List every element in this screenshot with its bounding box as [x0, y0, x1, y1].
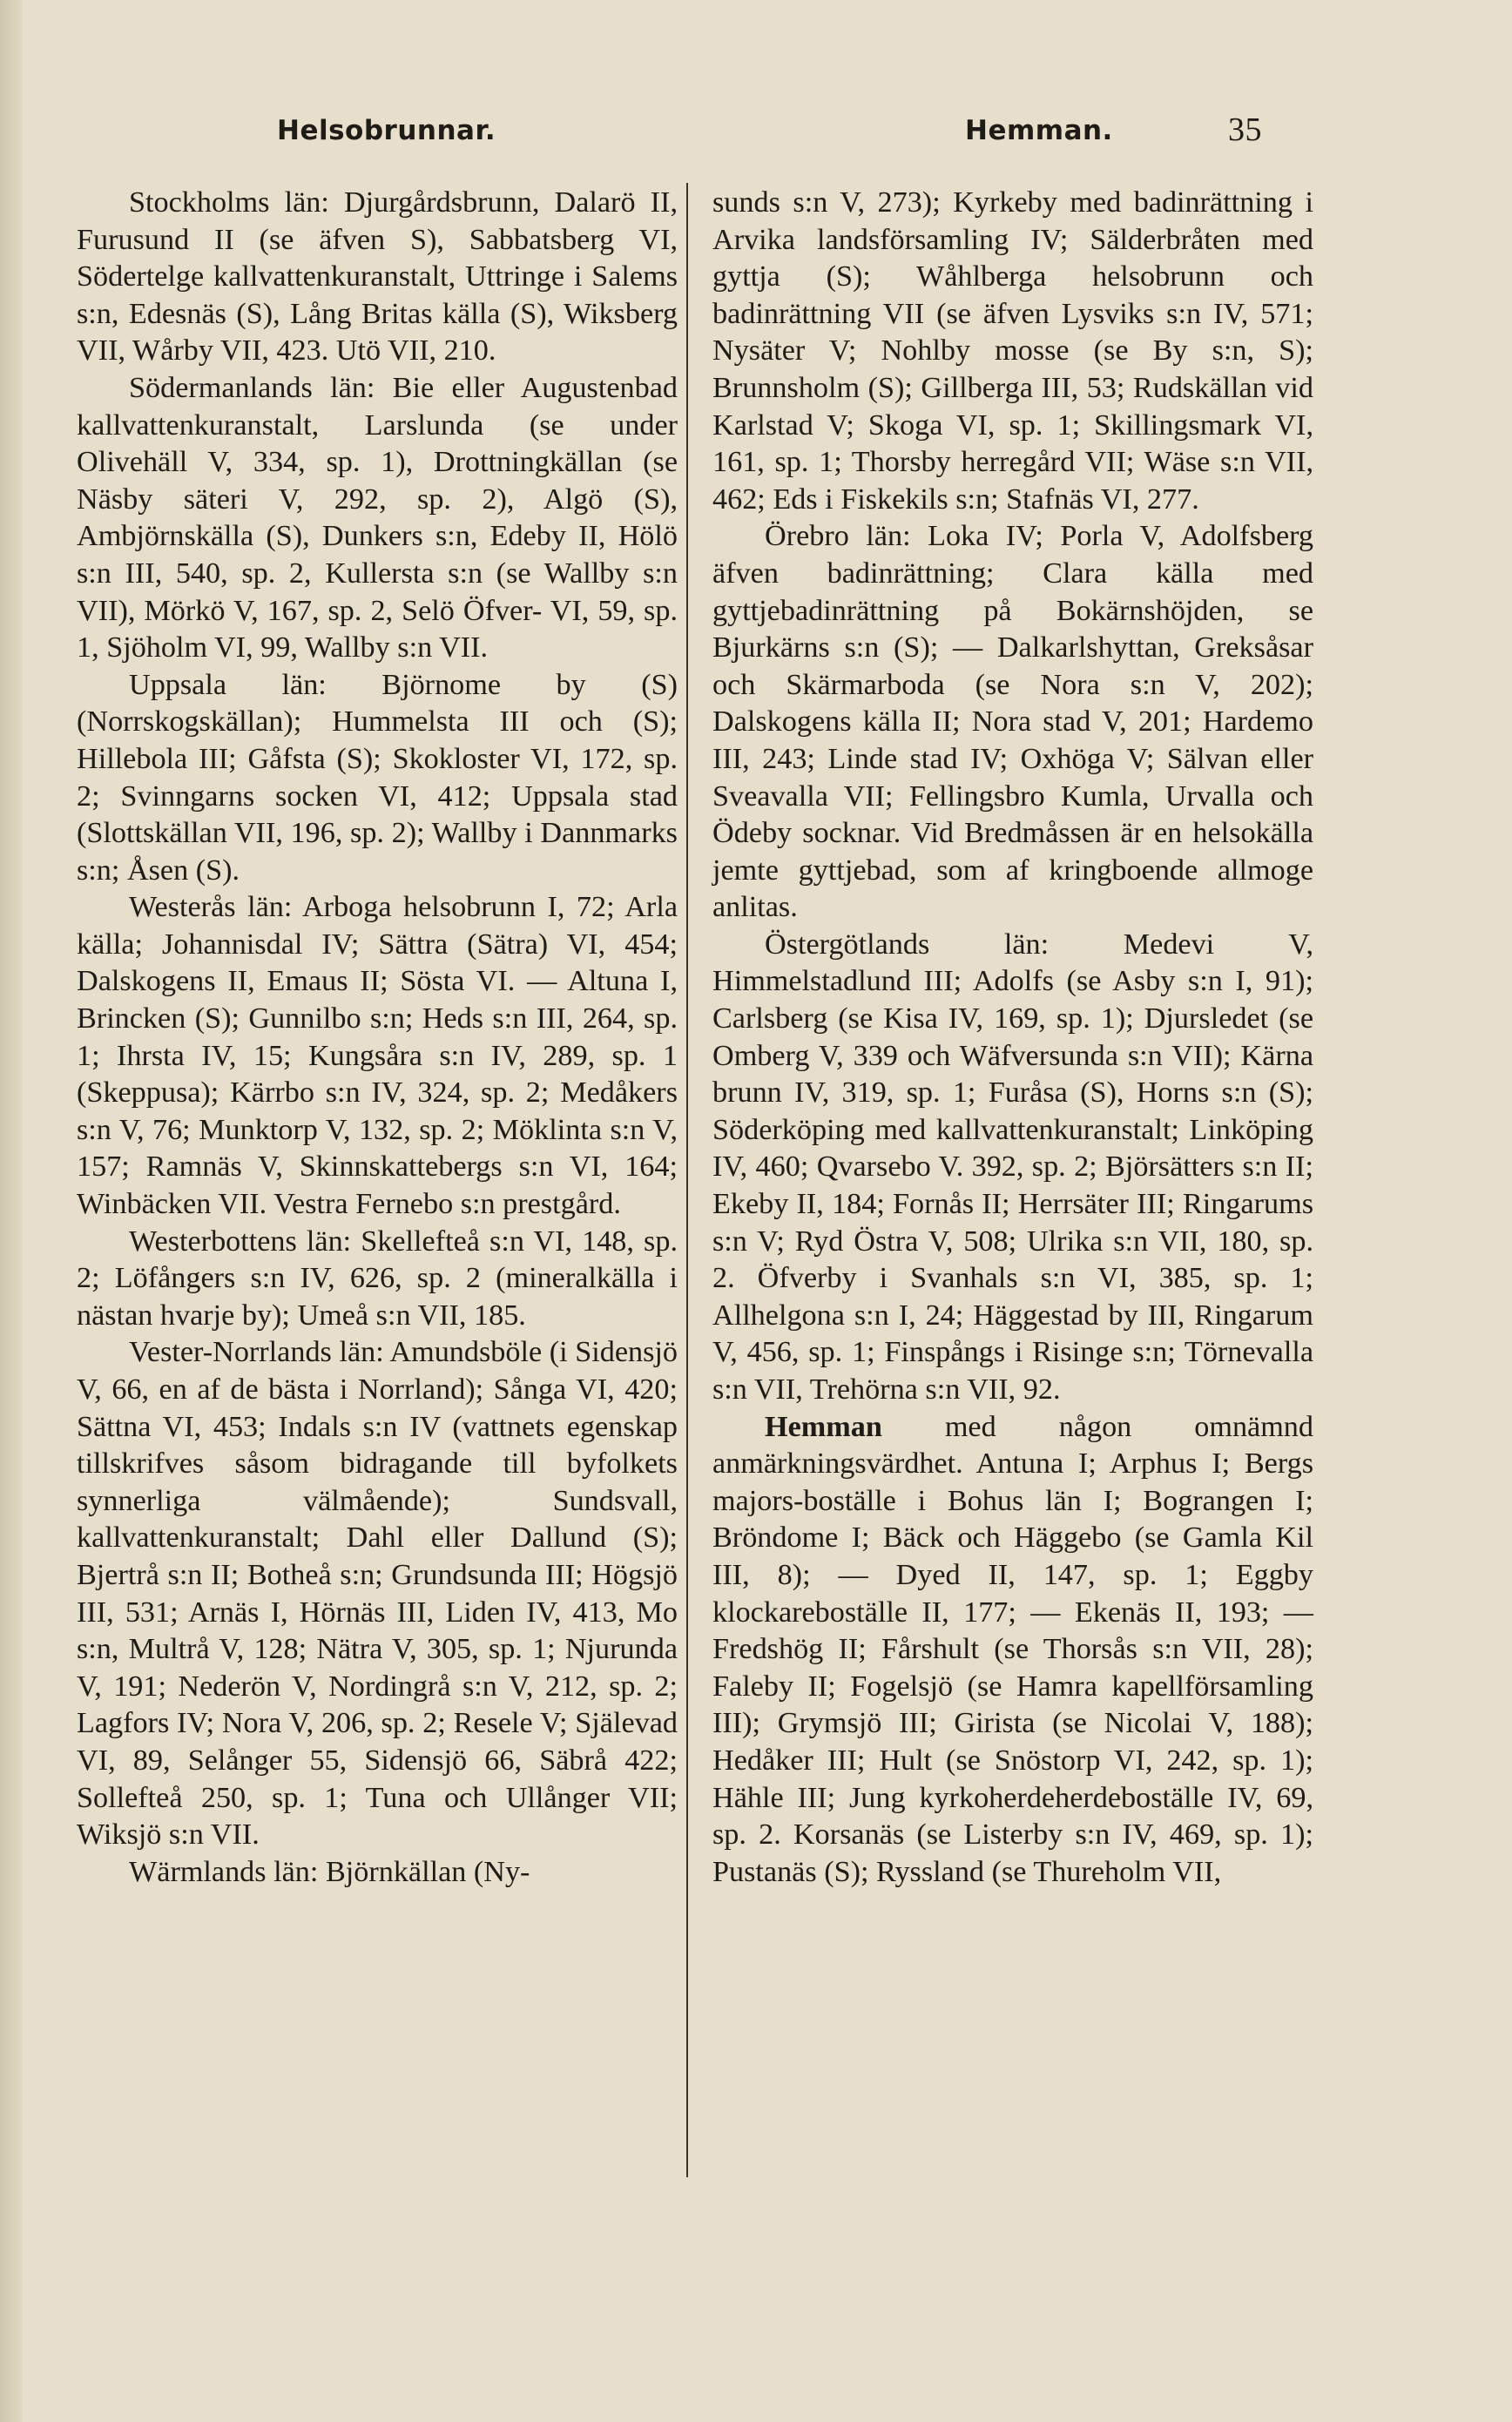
- paragraph-sodermanland: Södermanlands län: Bie eller Augustenbad kallvattenkuranstalt, Larslunda (se under Olivehäll V, 334, sp. 1), Drottningkällan (se Näsby säteri V, 292, sp. 2), Algö (S), Ambjörnskälla (S), Dunkers s:n, Edeby II, Hölö s:n III, 540, sp. 2, Kullersta s:n (se Wallby s:n VII), Mörkö V, 167, sp. 2, Selö Öfver- VI, 59, sp. 1, Sjöholm VI, 99, Wallby s:n VII.: [77, 371, 678, 665]
- paragraph-westeras: Westerås län: Arboga helsobrunn I, 72; Arla källa; Johannisdal IV; Sättra (Sätra) VI, 454; Dalskogens II, Emaus II; Sösta VI. — Altuna I, Brincken (S); Gunnilbo s:n; Heds s:n III, 264, sp. 1; Ihrsta IV, 15; Kungsåra s:n IV, 289, sp. 1 (Skeppusa); Kärrbo s:n IV, 324, sp. 2; Medåkers s:n V, 76; Munktorp V, 132, sp. 2; Möklinta s:n V, 157; Ramnäs V, Skinnskattebergs s:n VI, 164; Winbäcken VII. Vestra Fernebo s:n prestgård.: [77, 891, 678, 1221]
- section-heading-hemman: Hemman: [765, 1410, 882, 1443]
- running-header-right: Hemman.: [965, 115, 1113, 146]
- left-column: [77, 185, 678, 1891]
- paragraph-varmland: Wärmlands län: Björnkällan (Ny-: [129, 1855, 530, 1888]
- right-column: [712, 185, 1313, 1891]
- paragraph-vester-norrland: Vester-Norrlands län: Amundsböle (i Sidensjö V, 66, en af de bästa i Norrland); Sånga VI, 420; Sättna VI, 453; Indals s:n IV (vattnets egenskap tillskrifves såsom bidragande till byfolkets synnerliga välmående); Sundsvall, kallvattenkuranstalt; Dahl eller Dallund (S); Bjertrå s:n II; Botheå s:n; Grundsunda III; Högsjö III, 531; Arnäs I, Hörnäs III, Liden IV, 413, Mo s:n, Multrå V, 128; Nätra V, 305, sp. 1; Njurunda V, 191; Nederön V, Nordingrå s:n V, 212, sp. 2; Lagfors IV; Nora V, 206, sp. 2; Resele V; Själevad VI, 89, Selånger 55, Sidensjö 66, Säbrå 422; Sollefteå 250, sp. 1; Tuna och Ullånger VII; Wiksjö s:n VII.: [77, 1336, 678, 1852]
- paragraph-varmland-cont: sunds s:n V, 273); Kyrkeby med badinrättning i Arvika landsförsamling IV; Sälderbråten med gyttja (S); Wåhlberga helsobrunn och badinrättning VII (se äfven Lysviks s:n IV, 571; Nysäter V; Nohlby mosse (se By s:n, S); Brunnsholm (S); Gillberga III, 53; Rudskällan vid Karlstad V; Skoga VI, sp. 1; Skillingsmark VI, 161, sp. 1; Thorsby herregård VII; Wäse s:n VII, 462; Eds i Fiskekils s:n; Stafnäs VI, 277.: [712, 186, 1313, 516]
- paragraph-uppsala: Uppsala län: Björnome by (S) (Norrskogskällan); Hummelsta III och (S); Hillebola III; Gåfsta (S); Skokloster VI, 172, sp. 2; Svinngarns socken VI, 412; Uppsala stad (Slottskällan VII, 196, sp. 2); Wallby i Dannmarks s:n; Åsen (S).: [77, 668, 678, 887]
- paragraph-ostergotland: Östergötlands län: Medevi V, Himmelstadlund III; Adolfs (se Asby s:n I, 91); Carlsberg (se Kisa IV, 169, sp. 1); Djursledet (se Omberg V, 339 och Wäfversunda s:n VII); Kärna brunn IV, 319, sp. 1; Furåsa (S), Horns s:n (S); Söderköping med kallvattenkuranstalt; Linköping IV, 460; Qvarsebo V. 392, sp. 2; Björsätters s:n II; Ekeby II, 184; Fornås II; Herrsäter III; Ringarums s:n V; Ryd Östra V, 508; Ulrika s:n VII, 180, sp. 2. Öfverby i Svanhals s:n VI, 385, sp. 1; Allhelgona s:n I, 24; Häggestad by III, Ringarum V, 456, sp. 1; Finspångs i Risinge s:n; Törnevalla s:n VII, Trehörna s:n VII, 92.: [712, 928, 1313, 1406]
- running-header-left: Helsobrunnar.: [277, 115, 496, 146]
- column-divider: [686, 183, 688, 2177]
- page-number: 35: [1228, 111, 1262, 148]
- paragraph-westerbotten: Westerbottens län: Skellefteå s:n VI, 148, sp. 2; Löfångers s:n IV, 626, sp. 2 (mineralkälla i nästan hvarje by); Umeå s:n VII, 185.: [77, 1224, 678, 1332]
- paragraph-hemman: [712, 1409, 1313, 1892]
- paragraph-stockholm: Stockholms län: Djurgårdsbrunn, Dalarö II, Furusund II (se äfven S), Sabbatsberg VI, Södertelge kallvattenkuranstalt, Uttringe i Salems s:n, Edesnäs (S), Lång Britas källa (S), Wiksberg VII, Wårby VII, 423. Utö VII, 210.: [77, 186, 678, 368]
- paragraph-orebro: Örebro län: Loka IV; Porla V, Adolfsberg äfven badinrättning; Clara källa med gyttjebadinrättning på Bokärnshöjden, se Bjurkärns s:n (S); — Dalkarlshyttan, Greksåsar och Skärmarboda (se Nora s:n V, 202); Dalskogens källa II; Nora stad V, 201; Hardemo III, 243; Linde stad IV; Oxhöga V; Sälvan eller Sveavalla VII; Fellingsbro Kumla, Urvalla och Ödeby socknar. Vid Bredmåssen är en helsokälla jemte gyttjebad, som af kringboende allmoge anlitas.: [712, 520, 1313, 924]
- hemman-text: med någon omnämnd anmärkningsvärdhet. Antuna I; Arphus I; Bergs majors-boställe i Bohus län I; Bograngen I; Bröndome I; Bäck och Häggebo (se Gamla Kil III, 8); — Dyed II, 147, sp. 1; Eggby klockareboställe II, 177; — Ekenäs II, 193; — Fredshög II; Fårshult (se Thorsås s:n VII, 28); Faleby II; Fogelsjö (se Hamra kapellförsamling III); Grymsjö III; Girista (se Nicolai V, 188); Hedåker III; Hult (se Snöstorp VI, 242, sp. 1); Hähle III; Jung kyrkoherdeherdeboställe IV, 69, sp. 2. Korsanäs (se Listerby s:n IV, 469, sp. 1); Pustanäs (S); Ryssland (se Thureholm VII,: [712, 1410, 1313, 1888]
